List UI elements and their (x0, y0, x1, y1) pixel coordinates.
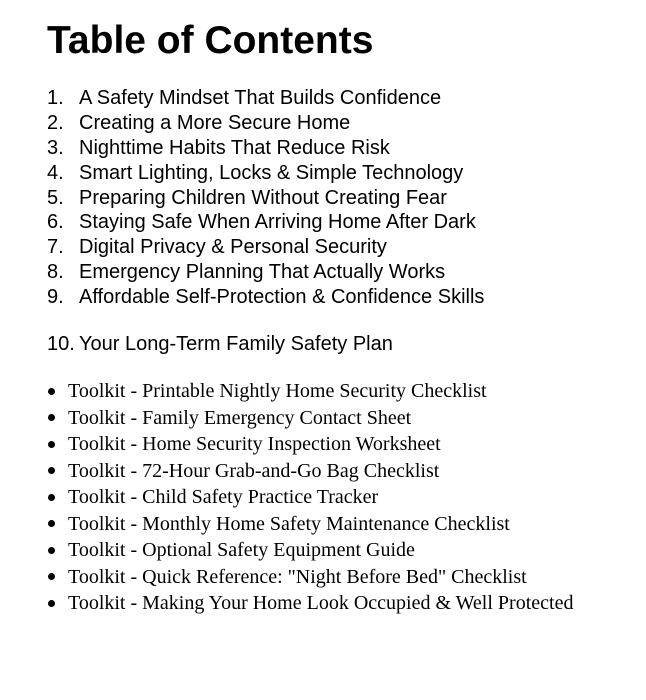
chapter-number: 5. (47, 186, 64, 209)
chapter-item (47, 161, 484, 186)
bullet-icon (48, 414, 55, 421)
chapter-item (47, 260, 484, 285)
toolkit-title: Toolkit - Monthly Home Safety Maintenance Checklist (68, 512, 510, 535)
chapter-title: Affordable Self-Protection & Confidence Skills (79, 286, 485, 309)
toolkit-item (47, 564, 573, 591)
chapter-number: 2. (47, 111, 64, 134)
toolkit-title: Toolkit - Home Security Inspection Worksheet (68, 433, 441, 455)
chapter-item (47, 86, 484, 111)
chapter-number: 1. (47, 87, 64, 109)
bullet-icon (48, 388, 55, 395)
chapter-title: Staying Safe When Arriving Home After Dark (79, 211, 476, 234)
toolkit-item (47, 458, 573, 485)
chapter-title: Nighttime Habits That Reduce Risk (79, 136, 390, 159)
chapter-item (47, 186, 484, 211)
toolkit-title: Toolkit - Quick Reference: "Night Before Bed" Checklist (68, 565, 527, 588)
toolkit-item (47, 484, 573, 511)
toolkit-item (47, 590, 573, 617)
toolkit-item (47, 537, 573, 564)
chapter-list (47, 86, 484, 310)
chapter-number: 7. (47, 236, 64, 259)
chapter-title: Smart Lighting, Locks & Simple Technology (79, 161, 464, 184)
chapter-number: 3. (47, 136, 64, 159)
chapter-item (47, 235, 484, 260)
bullet-icon (48, 600, 55, 607)
chapter-number: 4. (47, 161, 64, 184)
chapter-title: Creating a More Secure Home (79, 111, 351, 134)
chapter-item (47, 331, 393, 357)
toolkit-list (47, 378, 573, 617)
toolkit-item (47, 431, 573, 458)
toolkit-item (47, 405, 573, 432)
toolkit-item (47, 511, 573, 538)
chapter-title: Digital Privacy & Personal Security (79, 236, 387, 259)
bullet-icon (48, 467, 55, 474)
chapter-number: 8. (47, 261, 64, 284)
bullet-icon (48, 573, 55, 580)
bullet-icon (48, 520, 55, 527)
toolkit-title: Toolkit - Family Emergency Contact Sheet (68, 406, 412, 429)
page-title: Table of Contents (47, 19, 374, 62)
chapter-title: A Safety Mindset That Builds Confidence (79, 87, 442, 109)
toolkit-title: Toolkit - 72-Hour Grab-and-Go Bag Checklist (68, 459, 440, 482)
toolkit-item (47, 378, 573, 405)
chapter-item (47, 210, 484, 235)
chapter-item (47, 285, 484, 310)
bullet-icon (48, 494, 55, 501)
bullet-icon (48, 547, 55, 554)
chapter-number: 9. (47, 286, 64, 309)
toolkit-title: Toolkit - Making Your Home Look Occupied & Well Protected (68, 592, 574, 614)
toolkit-title: Toolkit - Optional Safety Equipment Guide (68, 539, 415, 561)
chapter-title: Your Long-Term Family Safety Plan (79, 333, 393, 355)
chapter-number: 10. (47, 333, 75, 355)
chapter-number: 6. (47, 211, 64, 234)
toolkit-title: Toolkit - Child Safety Practice Tracker (68, 486, 379, 508)
chapter-item (47, 111, 484, 136)
chapter-title: Preparing Children Without Creating Fear (79, 186, 447, 209)
chapter-item (47, 136, 484, 161)
chapter-title: Emergency Planning That Actually Works (79, 261, 446, 284)
bullet-icon (48, 441, 55, 448)
toolkit-title: Toolkit - Printable Nightly Home Security Checklist (68, 380, 487, 402)
